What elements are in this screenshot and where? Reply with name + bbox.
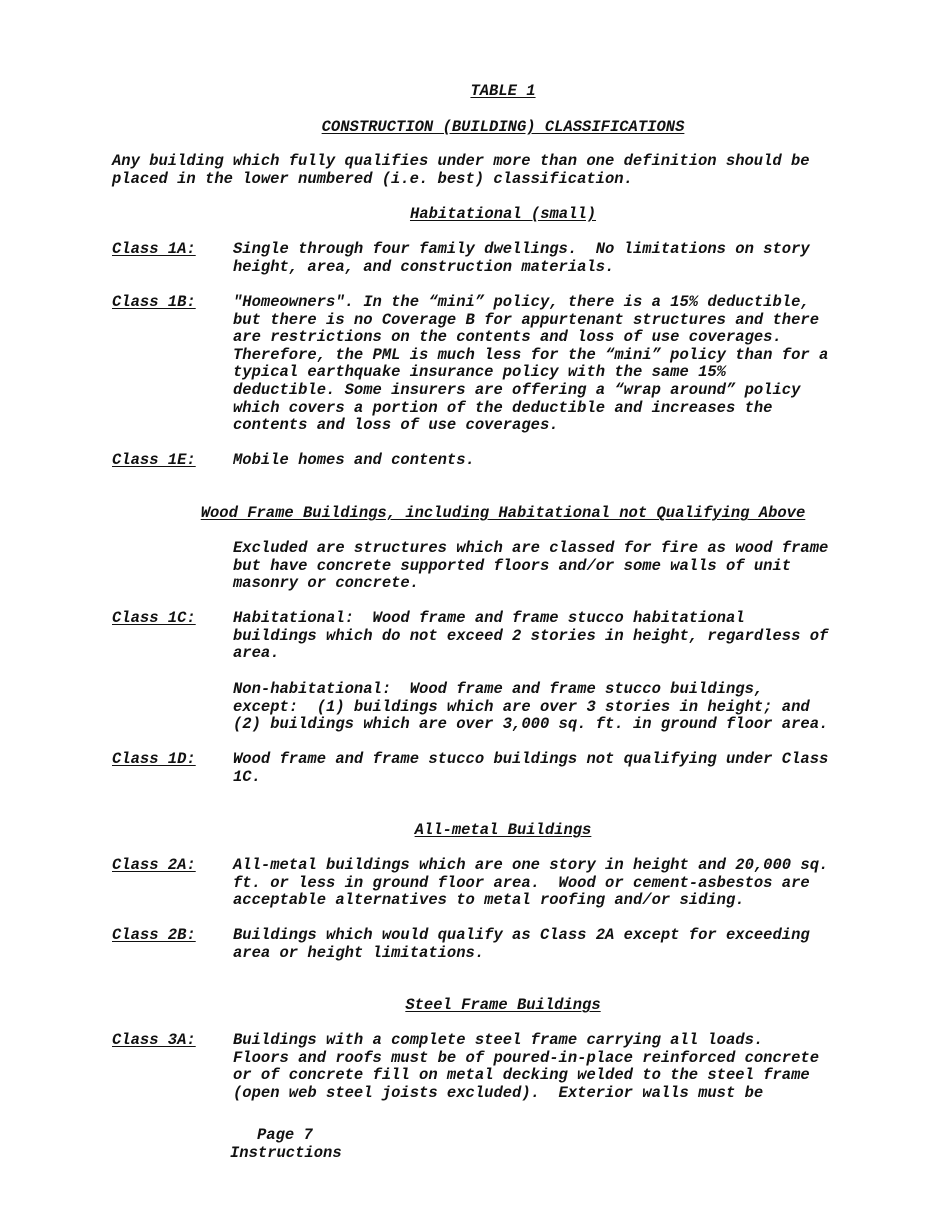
class-description: Buildings with a complete steel frame carrying all loads. Floors and roofs must be of poured-in-place reinforced concrete or of concrete fill on metal decking welded to the steel frame (open web steel joists excluded). Exterior walls must be <box>233 1031 819 1102</box>
class-description: Buildings which would qualify as Class 2A except for exceeding area or height limitations. <box>233 926 810 962</box>
class-label: Class 3A: <box>112 1031 196 1049</box>
table-title: TABLE 1 <box>470 82 536 100</box>
class-label: Class 1A: <box>112 240 196 258</box>
class-description-continued: Non-habitational: Wood frame and frame stucco buildings, except: (1) buildings which are over 3 stories in height; and (2) buildings which are over 3,000 sq. ft. in ground floor area. <box>233 680 829 734</box>
intro-paragraph: Any building which fully qualifies under more than one definition should be placed in the lower numbered (i.e. best) classification. <box>112 152 810 188</box>
class-description: Single through four family dwellings. No limitations on story height, area, and construction materials. <box>233 240 810 276</box>
class-description: "Homeowners". In the “mini” policy, there is a 15% deductible, but there is no Coverage B for appurtenant structures and there are restrictions on the contents and loss of use coverages. Therefore, the PML is much less for the “mini” policy than for a typical earthquake insurance policy with the same 15% deductible. Some insurers are offering a “wrap around” policy which covers a portion of the deductible and increases the contents and loss of use coverages. <box>233 293 829 435</box>
class-description: Habitational: Wood frame and frame stucco habitational buildings which do not exceed 2 stories in height, regardless of area. <box>233 609 829 663</box>
section-heading: All-metal Buildings <box>414 821 592 839</box>
class-label: Class 1D: <box>112 750 196 768</box>
class-label: Class 1B: <box>112 293 196 311</box>
class-label: Class 2B: <box>112 926 196 944</box>
table-subtitle: CONSTRUCTION (BUILDING) CLASSIFICATIONS <box>321 118 685 136</box>
page-number: Page 7 <box>257 1126 313 1144</box>
class-label: Class 2A: <box>112 856 196 874</box>
section-heading: Wood Frame Buildings, including Habitational not Qualifying Above <box>200 504 806 522</box>
footer-section: Instructions <box>230 1144 342 1162</box>
class-description: Wood frame and frame stucco buildings not qualifying under Class 1C. <box>233 750 829 786</box>
section-heading: Habitational (small) <box>409 205 597 223</box>
class-label: Class 1C: <box>112 609 196 627</box>
class-label: Class 1E: <box>112 451 196 469</box>
section-heading: Steel Frame Buildings <box>405 996 601 1014</box>
class-description: All-metal buildings which are one story in height and 20,000 sq. ft. or less in ground floor area. Wood or cement-asbestos are acceptable alternatives to metal roofing and/or siding. <box>233 856 829 910</box>
class-description: Mobile homes and contents. <box>233 451 475 469</box>
section-note: Excluded are structures which are classed for fire as wood frame but have concrete supported floors and/or some walls of unit masonry or concrete. <box>233 539 829 593</box>
